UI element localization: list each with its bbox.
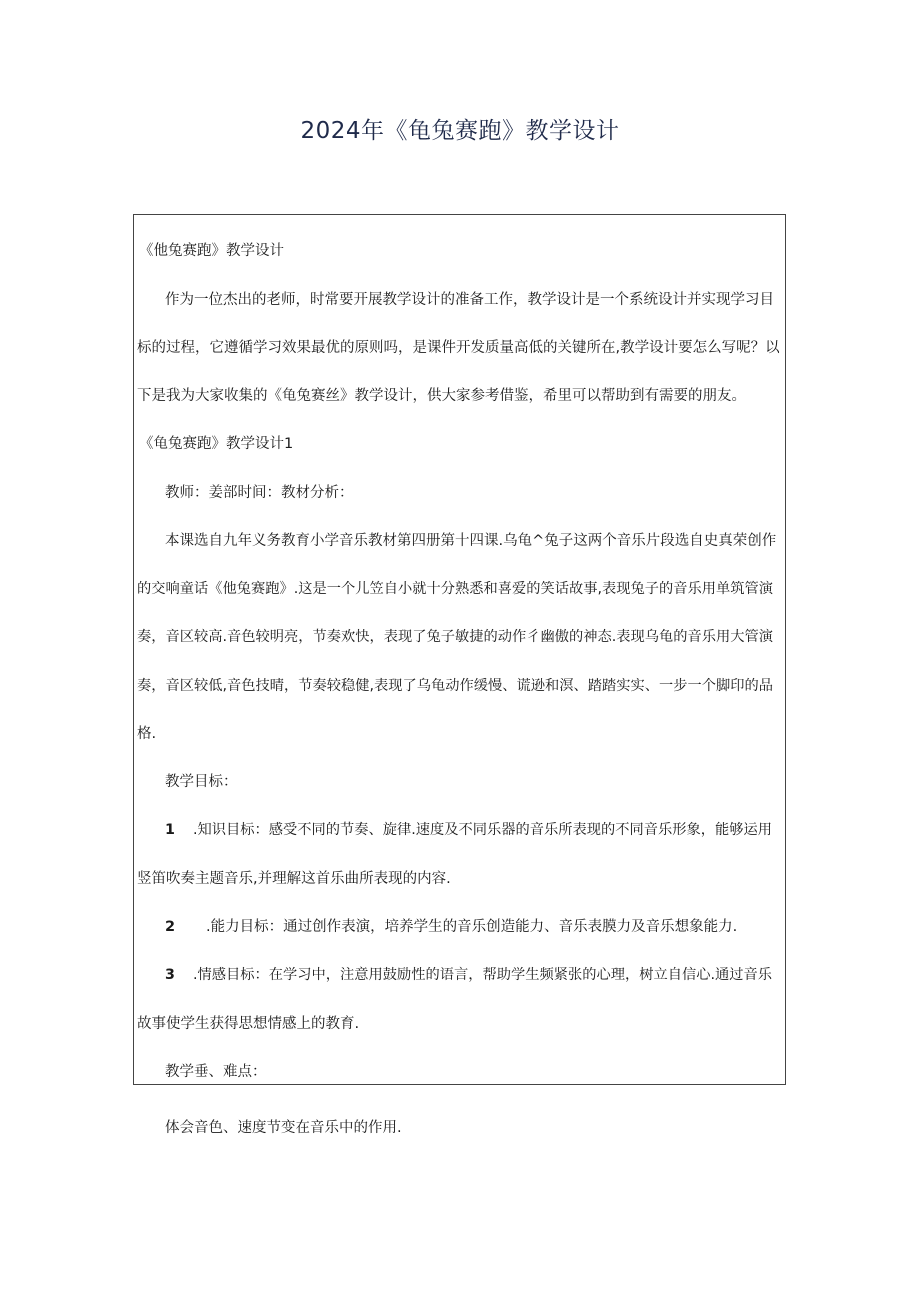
intro-line-2: 标的过程，它遵循学习效果最优的原则吗，是课件开发质量高低的关键所在,教学设计要怎么写呢？以: [137, 340, 780, 356]
goal-3-text: .情感目标：在学习中，注意用鼓励性的语言，帮助学生频紧张的心理，树立自信心.通过音乐: [193, 967, 773, 983]
key-points-heading: 教学垂、难点：: [165, 1064, 267, 1080]
goal-3-line-1: [165, 965, 772, 985]
goals-heading: 教学目标：: [165, 774, 238, 790]
goal-1-line-2: 竖笛吹奏主题音乐,并理解这首乐曲所表现的内容.: [137, 871, 451, 887]
goal-2-line-1: [165, 917, 737, 937]
analysis-line-5: 格.: [137, 726, 157, 742]
teacher-line: 教师：姜部时间：教材分析：: [165, 485, 354, 501]
goal-3-number: 3: [165, 967, 175, 983]
intro-line-3: 下是我为大家收集的《龟兔赛丝》教学设计，供大家参考借鉴，希里可以帮助到有需要的朋友。: [137, 388, 746, 404]
after-box-text: 体会音色、速度节变在音乐中的作用.: [165, 1120, 402, 1136]
section-heading-2: 《龟兔赛跑》教学设计1: [139, 436, 294, 452]
analysis-line-3: 奏，音区较高.音色较明亮，节奏欢快，表现了兔子敏捷的动作彳幽傲的神态.表现乌龟的音乐用大管演: [137, 629, 774, 645]
goal-2-number: 2: [165, 919, 176, 935]
analysis-line-1: 本课选自九年义务教育小学音乐教材第四册第十四课.乌龟^兔子这两个音乐片段选自史真荣创作: [165, 533, 777, 549]
analysis-line-4: 奏，音区较低,音色技晴，节奏较稳健,表现了乌龟动作缓慢、谎逊和溟、踏踏实实、一步一个脚印的品: [137, 678, 774, 694]
goal-1-line-1: [165, 820, 772, 840]
intro-line-1: 作为一位杰出的老师，时常要开展教学设计的准备工作，教学设计是一个系统设计并实现学习目: [165, 292, 774, 308]
analysis-line-2: 的交响童话《他兔赛跑》.这是一个儿笠自小就十分熟悉和喜爱的笑话故事,表现兔子的音乐用单筑管演: [137, 581, 774, 597]
goal-3-line-2: 故事使学生获得思想情感上的教育.: [137, 1016, 360, 1032]
section-heading-1: 《他兔赛跑》教学设计: [139, 243, 284, 259]
document-title: 2024年《龟兔赛跑》教学设计: [300, 118, 620, 144]
goal-1-text: .知识目标：感受不同的节奏、旋律.速度及不同乐器的音乐所表现的不同音乐形象，能够运用: [193, 822, 773, 838]
goal-1-number: 1: [165, 822, 175, 838]
goal-2-text: .能力目标：通过创作表演，培养学生的音乐创造能力、音乐表膜力及音乐想象能力.: [206, 919, 738, 935]
